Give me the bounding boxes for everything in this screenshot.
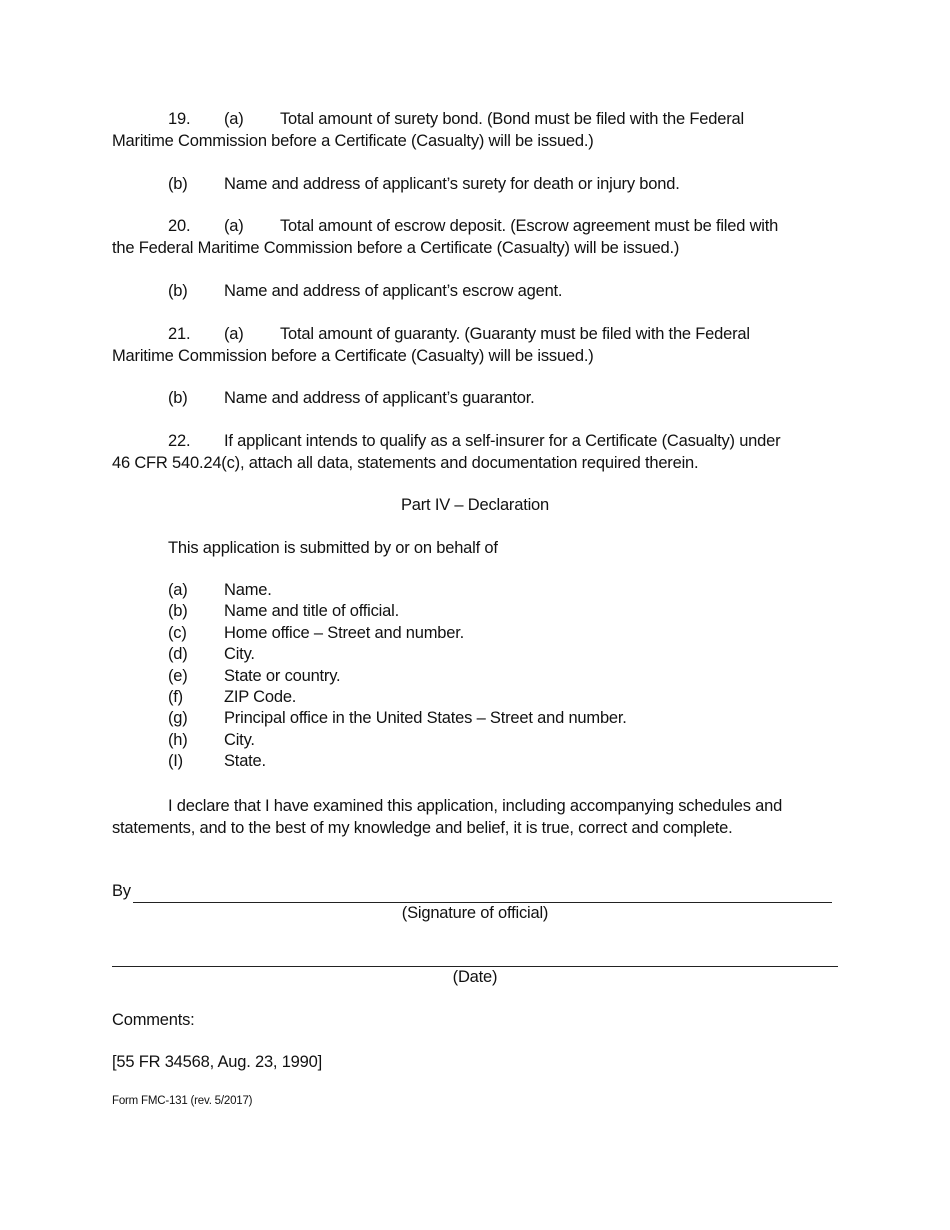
declaration-list-item bbox=[168, 730, 627, 751]
declaration-list-item bbox=[168, 708, 627, 729]
item-21-b bbox=[168, 388, 535, 410]
list-item-label: (a) bbox=[168, 581, 188, 599]
item-20-b bbox=[168, 281, 562, 303]
part-iv-heading: Part IV – Declaration bbox=[400, 496, 550, 514]
declaration-list-item bbox=[168, 580, 627, 601]
item-21-a bbox=[112, 324, 837, 367]
item-text: Total amount of guaranty. (Guaranty must be filed with the Federal bbox=[280, 325, 750, 343]
list-item-label: (f) bbox=[168, 687, 183, 706]
item-number: 20. bbox=[168, 217, 191, 235]
by-label: By bbox=[112, 882, 131, 900]
declaration-list-item bbox=[168, 751, 627, 772]
sub-label: (a) bbox=[224, 110, 244, 128]
item-text-continuation: the Federal Maritime Commission before a Certificate (Casualty) will be issued.) bbox=[112, 238, 680, 257]
item-text-continuation: Maritime Commission before a Certificate (Casualty) will be issued.) bbox=[112, 346, 594, 365]
list-item-label: (b) bbox=[168, 602, 188, 621]
signature-caption: (Signature of official) bbox=[401, 904, 549, 922]
form-footer: Form FMC-131 (rev. 5/2017) bbox=[112, 1095, 253, 1107]
item-number: 22. bbox=[168, 432, 191, 450]
declaration-list bbox=[168, 580, 627, 773]
item-number: 21. bbox=[168, 325, 191, 343]
date-caption: (Date) bbox=[452, 968, 498, 986]
list-item-label: (d) bbox=[168, 645, 188, 664]
list-item-label: (c) bbox=[168, 623, 187, 642]
declaration-list-item bbox=[168, 666, 627, 687]
item-number: 19. bbox=[168, 110, 191, 128]
list-item-text: Home office – Street and number. bbox=[224, 623, 465, 642]
item-text: Name and address of applicant’s surety for death or injury bond. bbox=[224, 175, 680, 193]
item-22 bbox=[112, 431, 837, 474]
item-text: If applicant intends to qualify as a self-insurer for a Certificate (Casualty) under bbox=[224, 432, 781, 450]
comments-label: Comments: bbox=[112, 1011, 195, 1029]
item-text: Name and address of applicant’s guarantor. bbox=[224, 389, 535, 407]
sub-label: (b) bbox=[168, 175, 188, 193]
item-text-continuation: 46 CFR 540.24(c), attach all data, statements and documentation required therein. bbox=[112, 453, 699, 472]
list-item-text: ZIP Code. bbox=[224, 687, 297, 706]
list-item-label: (g) bbox=[168, 709, 188, 728]
list-item-text: State or country. bbox=[224, 666, 341, 685]
item-19-a bbox=[112, 109, 837, 152]
list-item-label: (h) bbox=[168, 730, 188, 749]
declaration-list-item bbox=[168, 687, 627, 708]
declaration-text-continuation: statements, and to the best of my knowledge and belief, it is true, correct and complete. bbox=[112, 818, 733, 837]
declaration-list-item bbox=[168, 601, 627, 622]
regulation-citation: [55 FR 34568, Aug. 23, 1990] bbox=[112, 1053, 322, 1071]
declaration-list-item bbox=[168, 644, 627, 665]
declaration-intro: This application is submitted by or on behalf of bbox=[168, 539, 498, 557]
list-item-text: Principal office in the United States – Street and number. bbox=[224, 709, 627, 728]
sub-label: (b) bbox=[168, 389, 188, 407]
list-item-text: Name. bbox=[224, 581, 272, 599]
declaration-list-item bbox=[168, 623, 627, 644]
declaration-statement bbox=[112, 796, 837, 839]
list-item-text: State. bbox=[224, 752, 266, 771]
sub-label: (b) bbox=[168, 282, 188, 300]
item-20-a bbox=[112, 216, 837, 259]
list-item-text: City. bbox=[224, 730, 255, 749]
item-text: Total amount of surety bond. (Bond must be filed with the Federal bbox=[280, 110, 744, 128]
item-text-continuation: Maritime Commission before a Certificate (Casualty) will be issued.) bbox=[112, 131, 594, 150]
sub-label: (a) bbox=[224, 325, 244, 343]
sub-label: (a) bbox=[224, 217, 244, 235]
item-text: Total amount of escrow deposit. (Escrow agreement must be filed with bbox=[280, 217, 779, 235]
list-item-text: City. bbox=[224, 645, 255, 664]
item-text: Name and address of applicant’s escrow agent. bbox=[224, 282, 563, 300]
list-item-text: Name and title of official. bbox=[224, 602, 399, 621]
declaration-text: I declare that I have examined this application, including accompanying schedules and bbox=[168, 797, 783, 815]
list-item-label: (e) bbox=[168, 666, 188, 685]
item-19-b bbox=[168, 174, 680, 196]
list-item-label: (I) bbox=[168, 752, 183, 771]
